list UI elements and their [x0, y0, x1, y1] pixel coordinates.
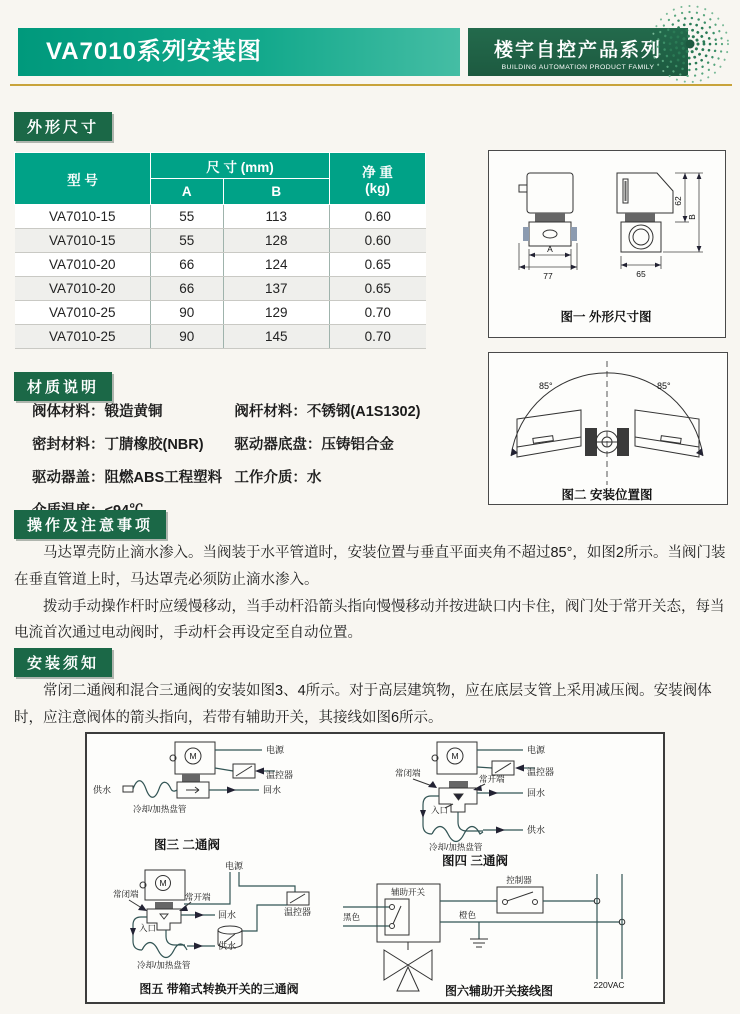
material-item: 驱动器底盘：压铸铝合金: [234, 437, 394, 453]
table-row: [15, 205, 426, 229]
schematics-panel: [85, 732, 665, 1004]
operation-text: [14, 540, 726, 647]
fig4-no-label: 常开端: [479, 774, 505, 784]
dimension-lines-side: [621, 173, 703, 279]
brand-name-en: BUILDING AUTOMATION PRODUCT FAMILY: [501, 64, 655, 71]
cell-b: 145: [223, 325, 329, 349]
col-header-model: 型 号: [15, 153, 151, 205]
cell-b: 124: [223, 253, 329, 277]
tilted-actuator-right: [635, 410, 699, 457]
header-divider: [10, 84, 732, 86]
cell-a: 66: [151, 277, 224, 301]
cell-a: 55: [151, 229, 224, 253]
fig5-thermostat-label: 温控器: [284, 907, 312, 917]
cell-a: 55: [151, 205, 224, 229]
table-row: [15, 253, 426, 277]
figure2-caption: 图二 安装位置图: [561, 488, 653, 502]
cell-b: 137: [223, 277, 329, 301]
dimension-lines-front: [519, 243, 577, 281]
table-row: [15, 277, 426, 301]
figure1-caption: 图一 外形尺寸图: [560, 310, 652, 324]
cell-b: 128: [223, 229, 329, 253]
fig6-orange-label: 橙色: [459, 910, 477, 920]
fig4-return-label: 回水: [527, 788, 546, 798]
dimension-table: [14, 152, 426, 349]
figure1-outline-dimensions: [488, 150, 726, 338]
fig4-inlet-label: 入口: [431, 805, 449, 815]
tilted-actuator-left: [517, 410, 581, 457]
cell-weight: 0.60: [330, 205, 426, 229]
cell-model: VA7010-25: [15, 301, 151, 325]
fig1-dim-a: A: [547, 244, 553, 254]
fig1-dim-77: 77: [543, 271, 553, 281]
figure5-three-way-valve-box-switch: [113, 860, 311, 996]
operation-paragraph-1: 马达罩壳防止滴水渗入。当阀装于水平管道时，安装位置与垂直平面夹角不超过85°，如图2所示。当阀门装在垂直管道上时，马达罩壳必须防止滴水渗入。: [14, 545, 726, 588]
cell-b: 113: [223, 205, 329, 229]
section-materials-label: 材质说明: [14, 372, 112, 401]
fig2-angle-left: 85°: [539, 381, 553, 391]
table-row: [15, 325, 426, 349]
figure2-mounting-position: [488, 352, 728, 505]
fig1-dim-65: 65: [636, 269, 646, 279]
actuator-side-view: [617, 173, 673, 252]
fig4-power-label: 电源: [527, 745, 546, 755]
cell-model: VA7010-25: [15, 325, 151, 349]
brand-name-cn: 楼宇自控产品系列: [493, 40, 662, 61]
fig5-supply-label: 供水: [218, 941, 237, 951]
fig4-supply-label: 供水: [527, 825, 546, 835]
install-paragraph-1: 常闭二通阀和混合三通阀的安装如图3、4所示。对于高层建筑物，应在底层支管上采用减压阀。安装阀体时，应注意阀体的箭头指向，若带有辅助开关，其接线如图6所示。: [14, 683, 712, 726]
fig3-thermostat-label: 温控器: [266, 770, 294, 780]
fig4-thermostat-label: 温控器: [527, 767, 555, 777]
material-item: 阀杆材料：不锈钢(A1S1302): [234, 404, 421, 420]
fig6-black-label: 黑色: [343, 912, 361, 922]
cell-a: 66: [151, 253, 224, 277]
figure6-aux-switch-wiring: [343, 874, 625, 998]
page-title: VA7010系列安装图: [18, 28, 460, 76]
figure3-caption: 图三 二通阀: [154, 838, 220, 852]
operation-paragraph-2: 拨动手动操作杆时应缓慢移动，当手动杆沿箭头指向慢慢移动并按进缺口内卡住，阀门处于常开关态，每当电流首次通过电动阀时，手动杆会再设定至自动位置。: [14, 598, 725, 642]
fig5-motor-label: M: [159, 878, 167, 888]
weight-label: 净 重: [362, 165, 393, 180]
fig3-motor-label: M: [189, 751, 197, 761]
fig5-return-label: 回水: [218, 910, 237, 920]
fig5-no-label: 常开端: [185, 892, 211, 902]
fig4-motor-label: M: [451, 751, 459, 761]
spiral-dots-logo-icon: [638, 0, 740, 90]
cell-weight: 0.60: [330, 229, 426, 253]
figure4-caption: 图四 三通阀: [442, 854, 508, 868]
fig5-inlet-label: 入口: [139, 923, 157, 933]
fig5-nc-label: 常闭端: [113, 889, 139, 899]
fig6-controller-label: 控制器: [506, 875, 532, 885]
fig6-voltage-label: 220VAC: [593, 980, 625, 990]
material-item: 密封材料：丁腈橡胶(NBR): [32, 437, 204, 453]
figure5-caption: 图五 带箱式转换开关的三通阀: [139, 982, 299, 996]
section-operation-label: 操作及注意事项: [14, 510, 166, 539]
col-header-a: A: [151, 179, 224, 205]
install-text: [14, 678, 730, 732]
fig3-supply-label: 供水: [93, 785, 112, 795]
materials-list: [32, 400, 472, 520]
weight-unit: (kg): [365, 181, 390, 196]
col-header-weight: [330, 153, 426, 205]
fig5-power-label: 电源: [225, 861, 244, 871]
col-header-size: 尺 寸 (mm): [151, 153, 330, 179]
cell-weight: 0.65: [330, 253, 426, 277]
fig3-coil-label: 冷却/加热盘管: [133, 804, 187, 814]
section-install-label: 安装须知: [14, 648, 112, 677]
fig3-power-label: 电源: [266, 745, 285, 755]
col-header-b: B: [223, 179, 329, 205]
cell-model: VA7010-15: [15, 229, 151, 253]
figure6-caption: 图六辅助开关接线图: [444, 984, 554, 998]
cell-weight: 0.70: [330, 325, 426, 349]
section-dimensions-label: 外形尺寸: [14, 112, 112, 141]
cell-weight: 0.70: [330, 301, 426, 325]
material-item: 阀体材料：锻造黄铜: [32, 404, 163, 420]
cell-model: VA7010-15: [15, 205, 151, 229]
material-item: 工作介质：水: [234, 470, 322, 486]
cell-a: 90: [151, 301, 224, 325]
figure3-two-way-valve: [93, 742, 293, 852]
fig2-angle-right: 85°: [657, 381, 671, 391]
fig6-aux-switch-label: 辅助开关: [390, 887, 426, 897]
fig1-dim-62: 62: [673, 196, 683, 206]
fig3-return-label: 回水: [263, 785, 282, 795]
cell-weight: 0.65: [330, 277, 426, 301]
fig4-nc-label: 常闭端: [395, 768, 421, 778]
table-row: [15, 229, 426, 253]
fig1-dim-b: B: [687, 214, 697, 220]
cell-model: VA7010-20: [15, 253, 151, 277]
figure4-three-way-valve: [395, 742, 554, 868]
fig4-coil-label: 冷却/加热盘管: [429, 842, 483, 852]
material-item: 驱动器盖：阻燃ABS工程塑料: [32, 470, 223, 486]
fig5-coil-label: 冷却/加热盘管: [137, 960, 191, 970]
cell-b: 129: [223, 301, 329, 325]
table-row: [15, 301, 426, 325]
cell-model: VA7010-20: [15, 277, 151, 301]
cell-a: 90: [151, 325, 224, 349]
actuator-front-view: [519, 173, 577, 246]
